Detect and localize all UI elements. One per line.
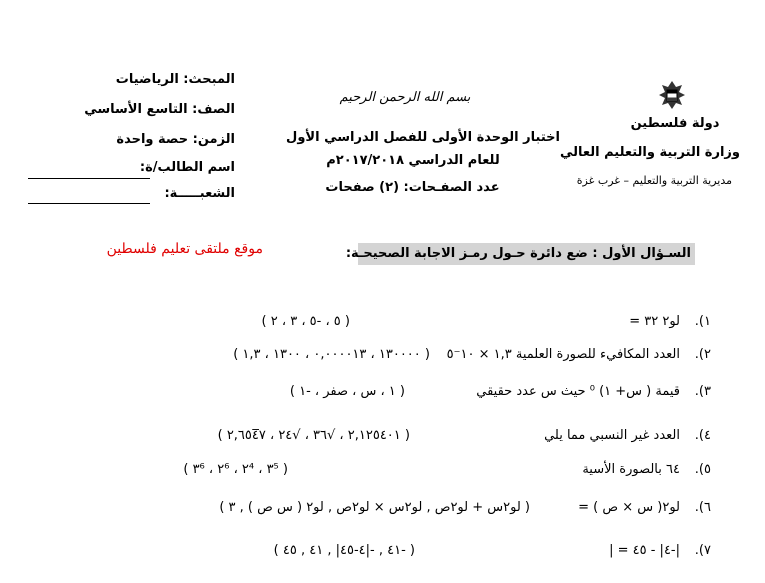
section-label: الشعبـــــة: <box>164 186 235 201</box>
question-options[interactable]: ( ٣⁵ ، ٢⁴ ، ٢⁶ ، ٣⁶ ) <box>183 462 288 477</box>
question-text: قيمة ( س+ ١) ⁰ حيث س عدد حقيقي <box>476 384 680 399</box>
question-header: السـؤال الأول : ضع دائرة حـول رمـز الاجابة الصحيحـة: <box>358 243 695 265</box>
palestine-emblem-icon <box>655 78 689 112</box>
question-number: ٧). <box>694 543 711 558</box>
grade-label: الصف: التاسع الأساسي <box>84 102 235 117</box>
directorate-name: مديرية التربية والتعليم – غرب غزة <box>576 174 732 187</box>
question-text: ٦٤ بالصورة الأسية <box>582 462 680 477</box>
question-number: ٣). <box>694 384 711 399</box>
question-options[interactable]: ( ٥ ، -٥ ، ٣ ، ٢ ) <box>261 314 350 329</box>
time-label: الزمن: حصة واحدة <box>116 132 235 147</box>
question-number: ١). <box>694 314 711 329</box>
question-text: العدد غير النسبي مما يلي <box>544 428 680 443</box>
question-text: لو٢ ٣٢ = <box>629 314 680 329</box>
question-number: ٢). <box>694 347 711 362</box>
question-text: العدد المكافيء للصورة العلمية ١,٣ × ١٠⁻٥ <box>446 347 680 362</box>
page-count: عدد الصفـحات: (٢) صفحات <box>325 180 500 195</box>
question-text: |-٤| - ٤٥ = | <box>609 543 680 558</box>
question-options[interactable]: ( ٢,١٢٥٤٠١ ، √٣٦ ، √٢٤ ، ٢,٦٥٤̅٧ ) <box>217 428 410 443</box>
question-options[interactable]: ( ١٣٠٠٠٠ ، ٠,٠٠٠٠١٣ ، ١٣٠٠ ، ١,٣ ) <box>233 347 430 362</box>
state-name: دولة فلسطين <box>630 116 720 131</box>
question-options[interactable]: ( -٤١ , -|٤-٤٥| , ٤١ , ٤٥ ) <box>273 543 415 558</box>
section-field[interactable] <box>28 203 150 204</box>
subject-label: المبحث: الرياضيات <box>115 72 235 87</box>
site-watermark: موقع ملتقى تعليم فلسطين <box>106 241 263 257</box>
ministry-name: وزارة التربية والتعليم العالي <box>559 145 740 160</box>
question-text: لو٢( س × ص ) = <box>578 500 680 515</box>
student-name-field[interactable] <box>28 178 150 179</box>
student-name-label: اسم الطالب/ة: <box>139 160 235 175</box>
basmala: بسم الله الرحمن الرحيم <box>339 90 471 105</box>
question-options[interactable]: ( ١ ، س ، صفر ، -١ ) <box>289 384 405 399</box>
question-options[interactable]: ( لو٢س + لو٢ص , لو٢س × لو٢ص , لو٢ ( س ص ) , ٣ ) <box>219 500 530 515</box>
question-number: ٦). <box>694 500 711 515</box>
exam-title: اختبار الوحدة الأولى للفصل الدراسي الأول <box>286 130 560 145</box>
academic-year: للعام الدراسي ٢٠١٧/٢٠١٨م <box>326 153 500 168</box>
question-number: ٥). <box>694 462 711 477</box>
question-number: ٤). <box>694 428 711 443</box>
